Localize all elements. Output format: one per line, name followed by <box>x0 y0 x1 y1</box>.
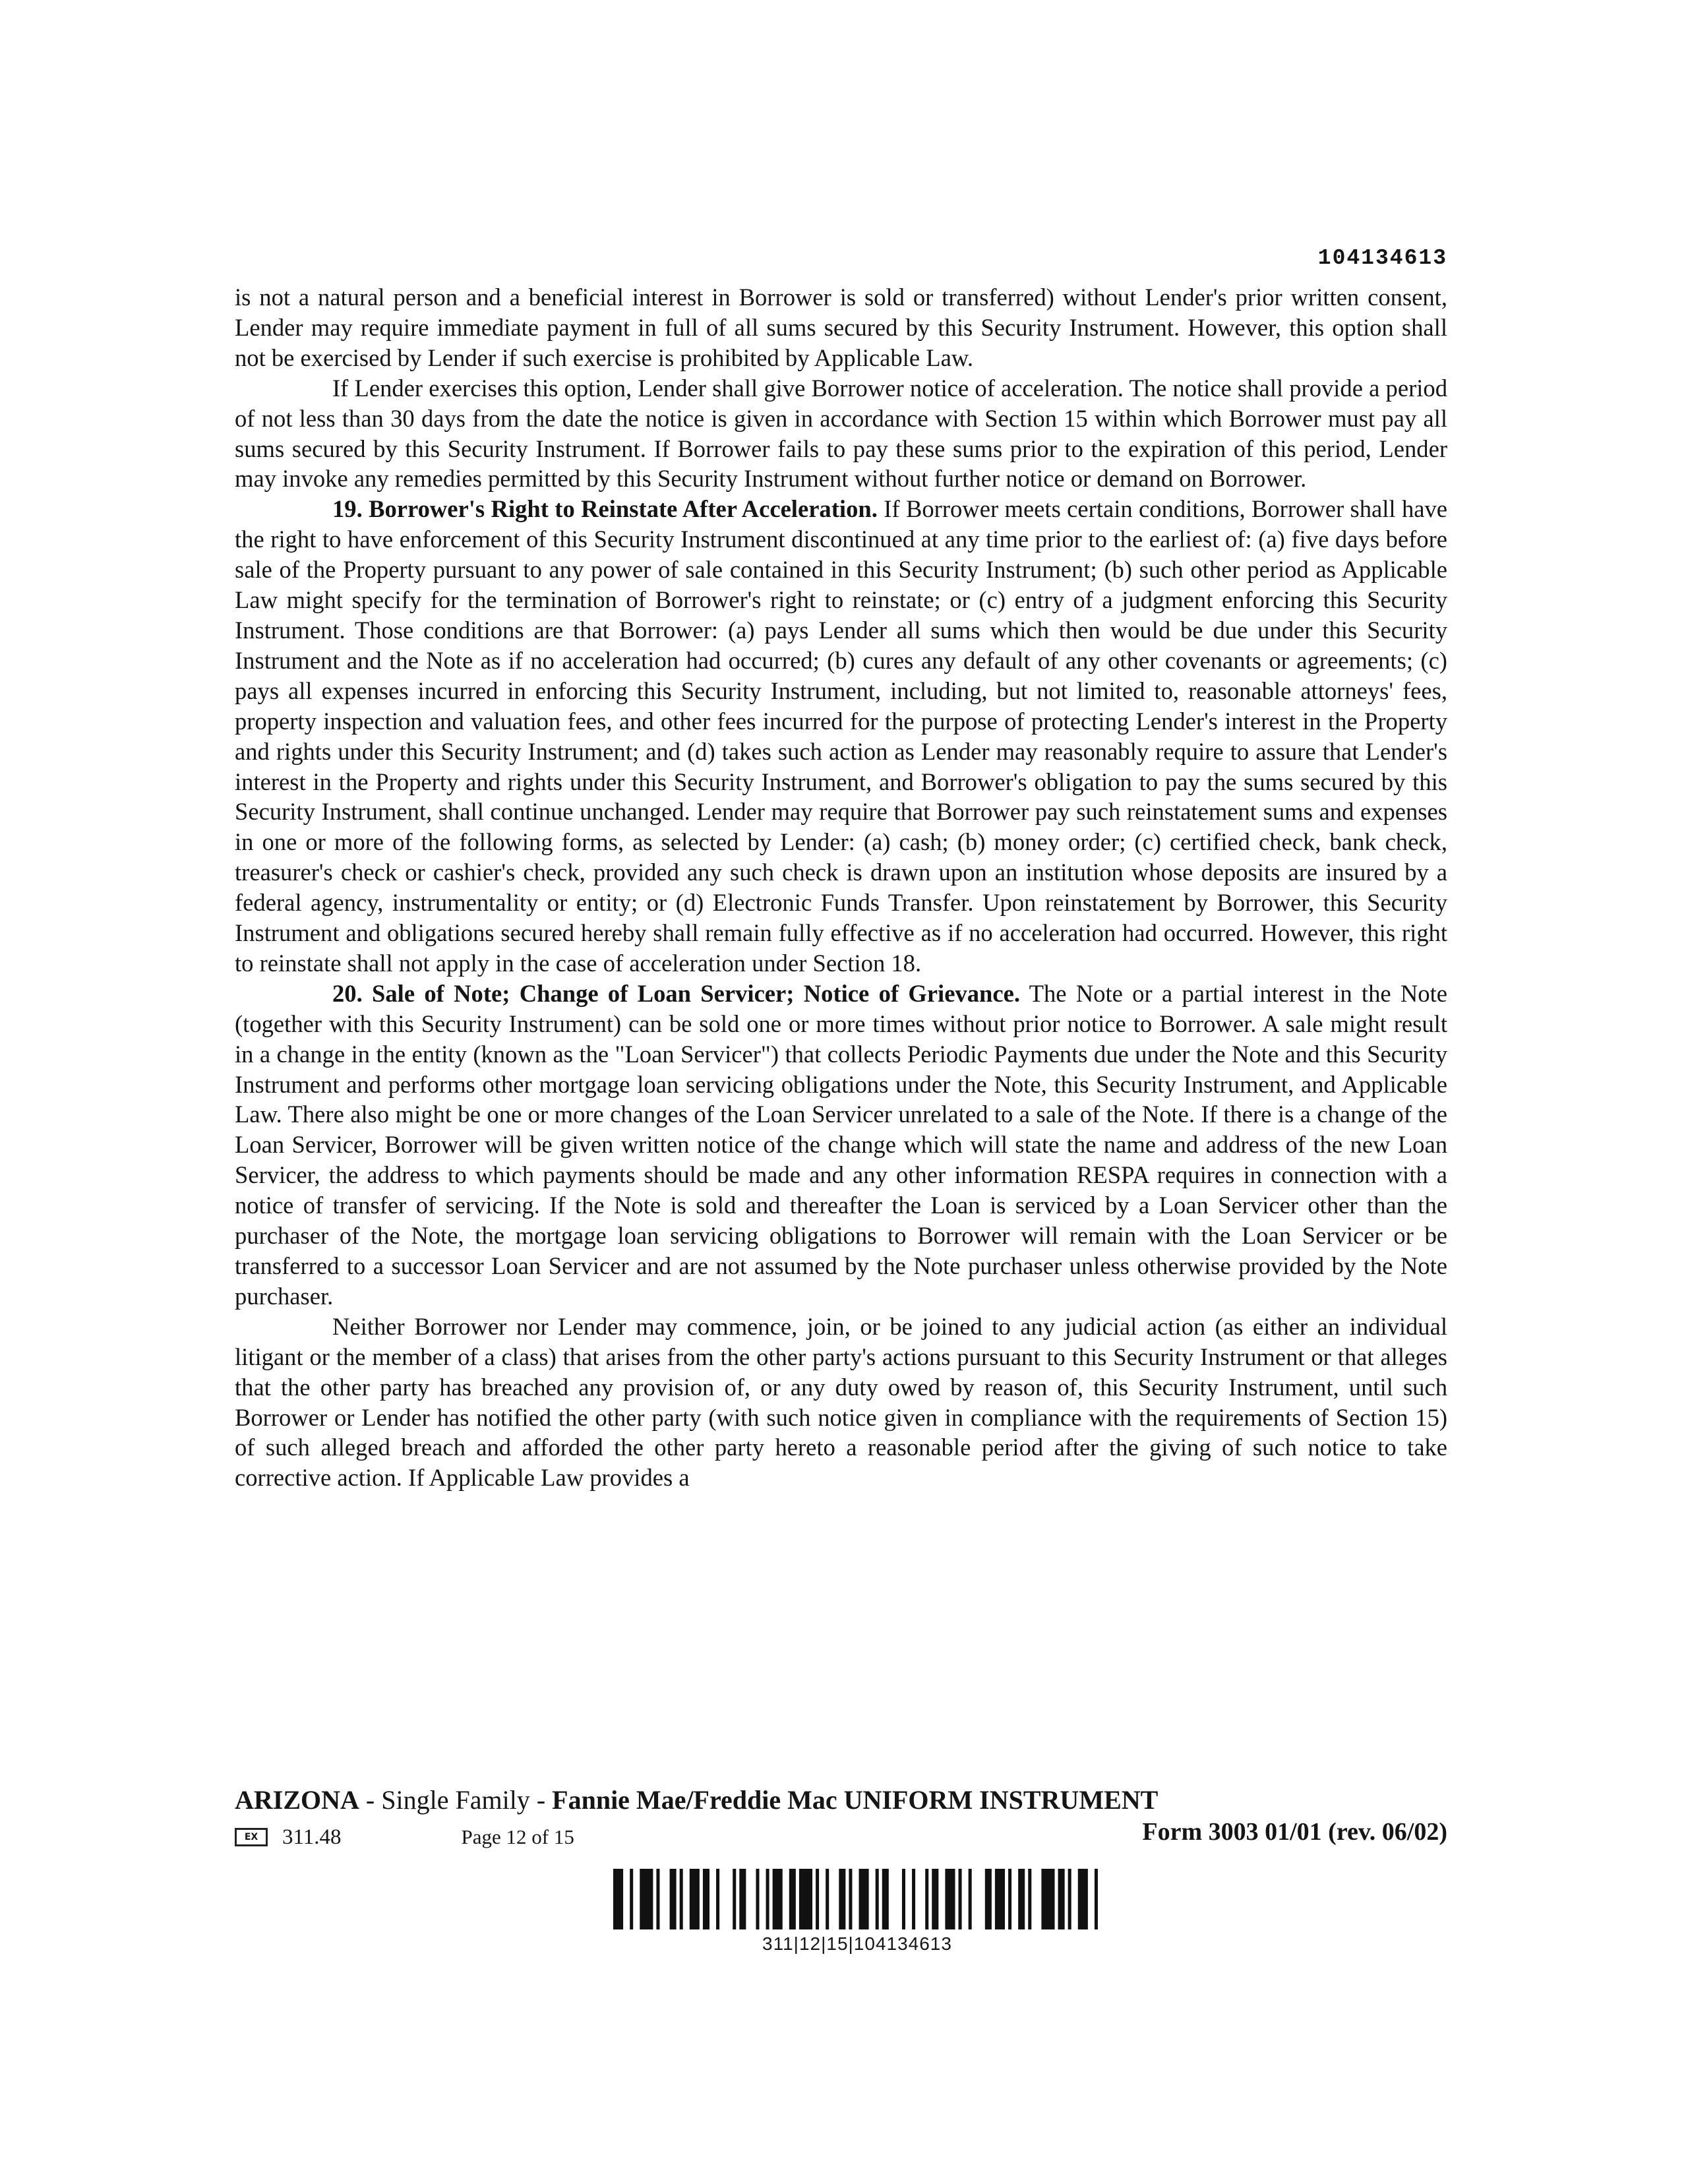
footer-state: ARIZONA <box>235 1785 359 1815</box>
paragraph-grievance: Neither Borrower nor Lender may commence, join, or be joined to any judicial action (as either an individual litigant or the member of a class) that arises from the other party's actions pursuant to this Security Instrument or that alleges that the other party has breached any provision of, or any duty owed by reason of, this Security Instrument, until such Borrower or Lender has notified the other party (with such notice given in compliance with the requirements of Section 15) of such alleged breach and afforded the other party hereto a reasonable period after the giving of such notice to take corrective action. If Applicable Law provides a <box>235 1312 1447 1492</box>
loan-number: 104134613 <box>1317 246 1447 270</box>
footer-left <box>235 1823 574 1851</box>
footer-instrument: Fannie Mae/Freddie Mac UNIFORM INSTRUMENT <box>552 1785 1159 1815</box>
barcode-bar <box>839 1869 845 1929</box>
barcode-bar <box>876 1869 879 1929</box>
section-19 <box>235 494 1447 979</box>
barcode-bar <box>925 1869 928 1929</box>
barcode-bar <box>640 1869 653 1929</box>
footer-row <box>235 1818 1447 1851</box>
barcode-bar <box>789 1869 796 1929</box>
paragraph-acceleration-notice: If Lender exercises this option, Lender shall give Borrower notice of acceleration. The notice shall provide a period of not less than 30 days from the date the notice is given in accordance with Section 15 within which Borrower must pay all sums secured by this Security Instrument. If Borrower fails to pay these sums prior to the expiration of this period, Lender may invoke any remedies permitted by this Security Instrument without further notice or demand on Borrower. <box>235 374 1447 493</box>
barcode-bar <box>739 1869 746 1929</box>
footer-form-code: 311.48 <box>282 1825 342 1849</box>
footer-separator: - <box>359 1785 382 1815</box>
page-indicator: Page 12 of 15 <box>461 1825 574 1848</box>
barcode-bar <box>1095 1869 1098 1929</box>
barcode-bar <box>985 1869 992 1929</box>
footer-separator: - <box>529 1785 553 1815</box>
barcode-bar <box>882 1869 889 1929</box>
barcode-bar <box>1068 1869 1071 1929</box>
barcode <box>613 1869 1101 1956</box>
document-page <box>235 245 1447 1493</box>
barcode-icon <box>613 1869 1101 1929</box>
barcode-bar <box>680 1869 683 1929</box>
barcode-bar <box>773 1869 783 1929</box>
barcode-bar <box>1078 1869 1088 1929</box>
footer-title <box>235 1784 1447 1817</box>
barcode-bar <box>1008 1869 1011 1929</box>
barcode-bar <box>613 1869 623 1929</box>
barcode-bar <box>945 1869 955 1929</box>
barcode-bar <box>859 1869 869 1929</box>
section-20 <box>235 979 1447 1312</box>
barcode-bar <box>816 1869 819 1929</box>
barcode-bar <box>1041 1869 1054 1929</box>
footer-family: Single Family <box>381 1785 530 1815</box>
form-number: Form 3003 01/01 (rev. 06/02) <box>1142 1818 1447 1846</box>
barcode-bar <box>766 1869 769 1929</box>
barcode-bar <box>959 1869 962 1929</box>
section-20-text: The Note or a partial interest in the Note (together with this Security Instrument) can be sold one or more times without prior notice to Borrower. A sale might result in a change in the entity (known as the "Loan Servicer") that collects Periodic Payments due under the Note and this Security Instrument and performs other mortgage loan servicing obligations under the Note, this Security Instrument, and Applicable Law. There also might be one or more changes of the Loan Servicer unrelated to a sale of the Note. If there is a change of the Loan Servicer, Borrower will be given written notice of the change which will state the name and address of the new Loan Servicer, the address to which payments should be made and any other information RESPA requires in connection with a notice of transfer of servicing. If the Note is sold and thereafter the Loan is serviced by a Loan Servicer other than the purchaser of the Note, the mortgage loan servicing obligations to Borrower will remain with the Loan Servicer or be transferred to a successor Loan Servicer and are not assumed by the Note purchaser unless otherwise provided by the Note purchaser. <box>235 979 1447 1310</box>
barcode-bar <box>1018 1869 1025 1929</box>
barcode-bar <box>799 1869 812 1929</box>
barcode-bar <box>716 1869 719 1929</box>
barcode-bar <box>995 1869 1005 1929</box>
barcode-bar <box>849 1869 852 1929</box>
barcode-bar <box>1058 1869 1065 1929</box>
barcode-bar <box>656 1869 659 1929</box>
barcode-bar <box>670 1869 677 1929</box>
barcode-bar <box>902 1869 905 1929</box>
barcode-bar <box>912 1869 915 1929</box>
section-19-heading: 19. Borrower's Right to Reinstate After Acceleration. <box>332 495 878 523</box>
barcode-text: 311|12|15|104134613 <box>762 1933 952 1954</box>
barcode-bar <box>703 1869 709 1929</box>
document-footer <box>235 1784 1447 1851</box>
barcode-bar <box>690 1869 700 1929</box>
section-20-heading: 20. Sale of Note; Change of Loan Servicer; Notice of Grievance. <box>332 979 1020 1007</box>
barcode-bar <box>756 1869 759 1929</box>
barcode-bar <box>826 1869 829 1929</box>
barcode-bar <box>630 1869 633 1929</box>
ellie-mae-logo-icon: EX <box>235 1828 268 1846</box>
paragraph-continuation: is not a natural person and a beneficial interest in Borrower is sold or transferred) without Lender's prior written consent, Lender may require immediate payment in full of all sums secured by this Security Instrument. However, this option shall not be exercised by Lender if such exercise is prohibited by Applicable Law. <box>235 284 1447 371</box>
section-19-text: If Borrower meets certain conditions, Borrower shall have the right to have enforcement of this Security Instrument discontinued at any time prior to the earliest of: (a) five days before sale of the Property pursuant to any power of sale contained in this Security Instrument; (b) such other period as Applicable Law might specify for the termination of Borrower's right to reinstate; or (c) entry of a judgment enforcing this Security Instrument. Those conditions are that Borrower: (a) pays Lender all sums which then would be due under this Security Instrument and the Note as if no acceleration had occurred; (b) cures any default of any other covenants or agreements; (c) pays all expenses incurred in enforcing this Security Instrument, including, but not limited to, reasonable attorneys' fees, property inspection and valuation fees, and other fees incurred for the purpose of protecting Lender's interest in the Property and rights under this Security Instrument; and (d) takes such action as Lender may reasonably require to assure that Lender's interest in the Property and rights under this Security Instrument, and Borrower's obligation to pay the sums secured by this Security Instrument, shall continue unchanged. Lender may require that Borrower pay such reinstatement sums and expenses in one or more of the following forms, as selected by Lender: (a) cash; (b) money order; (c) certified check, bank check, treasurer's check or cashier's check, provided any such check is drawn upon an institution whose deposits are insured by a federal agency, instrumentality or entity; or (d) Electronic Funds Transfer. Upon reinstatement by Borrower, this Security Instrument and obligations secured hereby shall remain fully effective as if no acceleration had occurred. However, this right to reinstate shall not apply in the case of acceleration under Section 18. <box>235 495 1447 977</box>
barcode-bar <box>969 1869 972 1929</box>
barcode-bar <box>733 1869 736 1929</box>
barcode-bar <box>932 1869 938 1929</box>
barcode-bar <box>1028 1869 1031 1929</box>
